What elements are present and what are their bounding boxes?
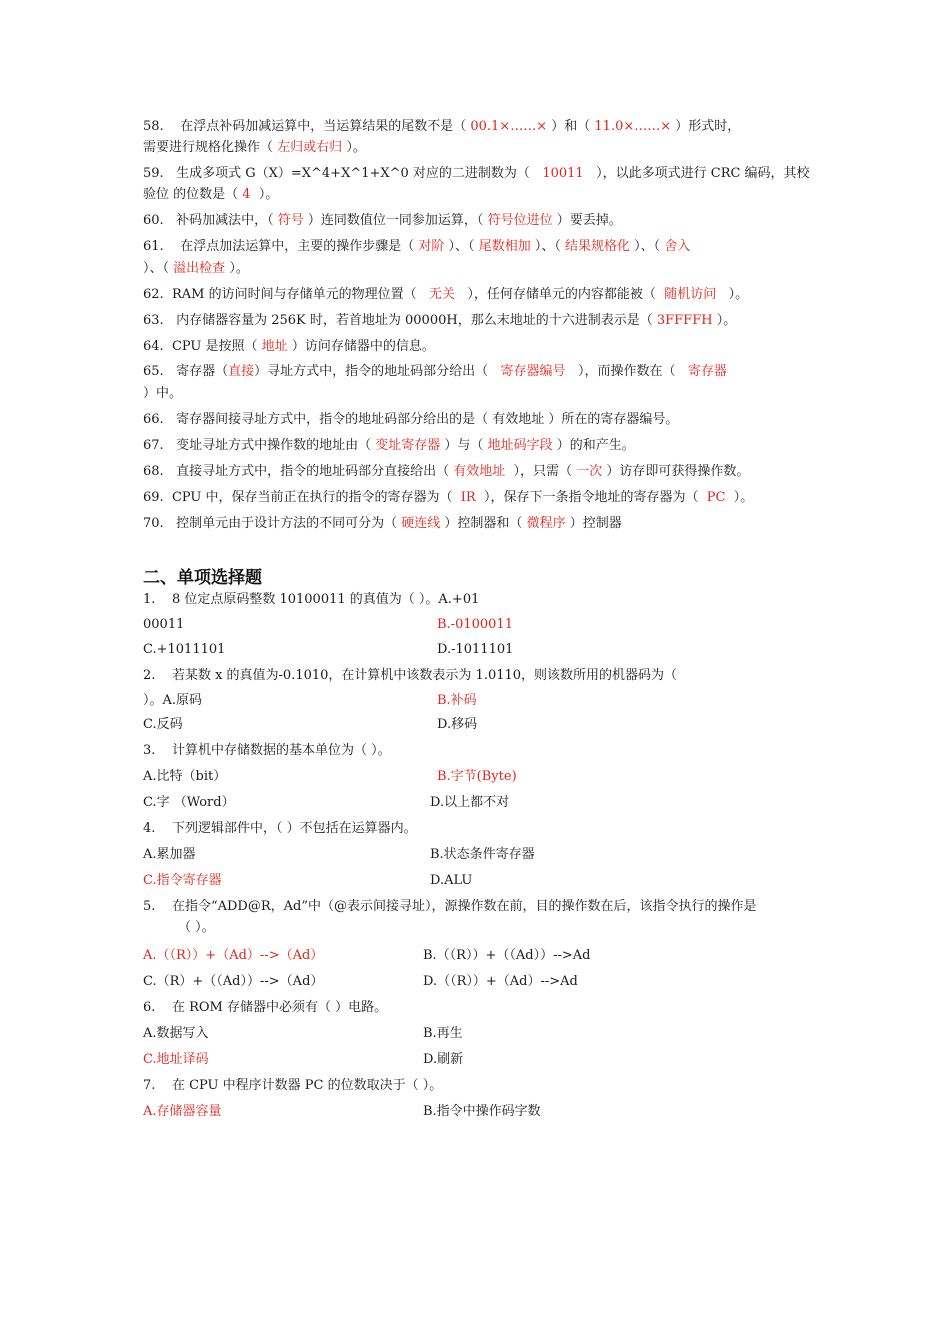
question-number: 60.: [143, 213, 164, 228]
answer: 符号: [277, 213, 304, 228]
question-text: 在 CPU 中程序计数器 PC 的位数取决于（ ）。: [171, 1078, 443, 1093]
question-text: ）控制器和（: [444, 516, 523, 531]
answer: 左归或右归: [277, 140, 343, 155]
question-60: [143, 213, 622, 229]
question-text: 补码加减法中，（: [176, 213, 274, 228]
answer: 符号位进位: [487, 213, 553, 228]
question-text: ），只需（: [513, 464, 573, 479]
question-text: 寄存器间接寻址方式中，指令的地址码部分给出的是（ 有效地址 ）所在的寄存器编号。: [176, 412, 679, 427]
question-65: [143, 364, 727, 380]
question-text: 在指令“ADD@R，Ad”中（@表示间接寻址），源操作数在前，目的操作数在后，该指令执行的操作是: [171, 899, 757, 914]
question-59-cont: [143, 187, 278, 203]
question-text: ）。: [346, 140, 366, 155]
option-d: D.-1011101: [437, 642, 514, 657]
answer: 舍入: [664, 239, 691, 254]
answer: 寄存器编号: [500, 364, 566, 379]
question-text: ）。: [716, 313, 737, 328]
question-number: 67.: [143, 438, 164, 453]
question-text: ）要丢掉。: [556, 213, 622, 228]
question-text: ）、（: [448, 239, 475, 254]
answer: 无关: [428, 287, 455, 302]
question-number: 6.: [143, 1000, 156, 1015]
question-text: 计算机中存储数据的基本单位为（ ）。: [171, 743, 391, 758]
answer: 00.1×……×: [470, 119, 548, 134]
question-number: 61.: [143, 239, 164, 254]
question-text: ）访问存储器中的信息。: [291, 339, 435, 354]
option-c: C.（R）+（（Ad））-->（Ad）: [143, 974, 324, 989]
question-text: ）和（: [551, 119, 591, 134]
section-heading: 二、单项选择题: [143, 568, 262, 588]
question-number: 70.: [143, 516, 164, 531]
option-b-correct: B.-0100011: [437, 617, 513, 632]
option-d: D.（（R））+（Ad）-->Ad: [423, 974, 578, 989]
mc-question-6: [143, 1000, 387, 1016]
question-text: CPU 中，保存当前正在执行的指令的寄存器为（: [171, 490, 453, 505]
answer: 有效地址: [453, 464, 506, 479]
question-text: ）、（: [534, 239, 561, 254]
question-text: 变址寻址方式中操作数的地址由（: [176, 438, 372, 453]
answer: 4: [242, 187, 251, 202]
option-a: 00011: [143, 617, 185, 632]
question-68: [143, 464, 749, 480]
option-d: D.以上都不对: [430, 795, 510, 810]
mc-question-7: [143, 1078, 442, 1094]
question-text: ）寻址方式中，指令的地址码部分给出（: [254, 364, 489, 379]
question-text: 直接寻址方式中，指令的地址码部分直接给出（: [176, 464, 450, 479]
question-text: ）访存即可获得操作数。: [606, 464, 750, 479]
question-text: ），以此多项式进行 CRC 编码，其校: [596, 166, 810, 181]
answer: 11.0×……×: [594, 119, 672, 134]
question-65-cont: [143, 386, 182, 402]
option-a: A.比特（bit）: [143, 769, 227, 784]
mc-question-1: [143, 592, 479, 608]
question-text: ）、（: [634, 239, 661, 254]
question-text: CPU 是按照（: [171, 339, 258, 354]
answer: 变址寄存器: [375, 438, 441, 453]
answer: 寄存器: [687, 364, 727, 379]
answer: 地址码字段: [487, 438, 553, 453]
option-c-correct: C.地址译码: [143, 1052, 209, 1067]
question-66: [143, 412, 678, 428]
option-c: C.+1011101: [143, 642, 226, 657]
question-text: ）、（: [143, 261, 170, 276]
answer: 微程序: [526, 516, 566, 531]
mc-question-3: [143, 743, 391, 759]
answer: 结果规格化: [565, 239, 631, 254]
question-number: 1.: [143, 592, 156, 607]
question-text: 在浮点加法运算中，主要的操作步骤是（: [180, 239, 415, 254]
question-text: 寄存器（: [176, 364, 229, 379]
question-text: ），保存下一条指令地址的寄存器为（: [483, 490, 699, 505]
question-text: 在 ROM 存储器中必须有（ ）电路。: [171, 1000, 388, 1015]
question-number: 69.: [143, 490, 164, 505]
question-number: 7.: [143, 1078, 156, 1093]
option-c-correct: C.指令寄存器: [143, 873, 222, 888]
answer: 直接: [228, 364, 255, 379]
option-c: C.字 （Word）: [143, 795, 235, 810]
question-text: ）。: [229, 261, 249, 276]
answer: 溢出检查: [173, 261, 226, 276]
answer: 尾数相加: [478, 239, 531, 254]
option-b: B.指令中操作码字数: [423, 1104, 541, 1119]
question-61-cont: [143, 261, 249, 277]
question-64: [143, 339, 435, 355]
question-number: 3.: [143, 743, 156, 758]
question-number: 5.: [143, 899, 156, 914]
question-text: ）连同数值位一同参加运算，（: [307, 213, 484, 228]
question-text: ）控制器: [569, 516, 622, 531]
option-b: B.（（R））+（（Ad））-->Ad: [423, 948, 591, 963]
question-67: [143, 438, 635, 454]
answer: PC: [706, 490, 726, 505]
question-text: 8 位定点原码整数 10100011 的真值为（ ）。A.+01: [171, 592, 480, 607]
option-b: B.状态条件寄存器: [430, 847, 535, 862]
option-d: D.ALU: [430, 873, 473, 888]
option-a: A.累加器: [143, 847, 196, 862]
question-62: [143, 287, 748, 303]
question-text: ）。: [258, 187, 279, 202]
question-69: [143, 490, 753, 506]
question-text: ），而操作数在（: [577, 364, 676, 379]
question-number: 68.: [143, 464, 164, 479]
question-59: [143, 166, 810, 182]
question-58: [143, 119, 740, 135]
question-text: RAM 的访问时间与存储单元的物理位置（: [171, 287, 417, 302]
answer: 一次: [576, 464, 603, 479]
option-a: ）。A.原码: [143, 693, 203, 708]
question-text: 在浮点补码加减运算中，当运算结果的尾数不是（: [180, 119, 467, 134]
question-text: ）中。: [143, 386, 183, 401]
question-text-cont: （ ）。: [178, 920, 215, 935]
question-text: ），任何存储单元的内容都能被（: [467, 287, 656, 302]
option-d: D.移码: [437, 717, 478, 732]
question-text: 控制单元由于设计方法的不同可分为（: [176, 516, 398, 531]
option-a-correct: A.（（R））+（Ad）-->（Ad）: [143, 948, 324, 963]
question-text: 验位 的位数是（: [143, 187, 239, 202]
question-text: ）的和产生。: [556, 438, 635, 453]
answer: 硬连线: [401, 516, 441, 531]
mc-question-4: [143, 821, 417, 837]
option-a: A.数据写入: [143, 1026, 209, 1041]
question-text: ）。: [728, 287, 749, 302]
option-b-correct: B.字节(Byte): [437, 769, 517, 784]
question-number: 4.: [143, 821, 156, 836]
question-text: 需要进行规格化操作（: [143, 140, 274, 155]
question-number: 62.: [143, 287, 164, 302]
question-number: 65.: [143, 364, 164, 379]
option-b-correct: B.补码: [437, 693, 477, 708]
question-text: ）与（: [444, 438, 484, 453]
question-text: ）形式时，: [675, 119, 741, 134]
question-63: [143, 313, 736, 329]
question-number: 63.: [143, 313, 164, 328]
question-text: 生成多项式 G（X）=X^4+X^1+X^0 对应的二进制数为（: [176, 166, 530, 181]
question-number: 59.: [143, 166, 164, 181]
question-58-cont: [143, 140, 366, 156]
question-number: 2.: [143, 668, 156, 683]
answer: 随机访问: [664, 287, 717, 302]
mc-question-2: [143, 668, 677, 684]
answer: 对阶: [418, 239, 445, 254]
mc-question-5: [143, 899, 756, 915]
question-text: 若某数 x 的真值为-0.1010，在计算机中该数表示为 1.0110，则该数所用的机器码为（: [171, 668, 678, 683]
answer: IR: [460, 490, 476, 505]
option-b: B.再生: [423, 1026, 463, 1041]
answer: 地址: [261, 339, 288, 354]
answer: 10011: [542, 166, 584, 181]
question-61: [143, 239, 690, 255]
question-70: [143, 516, 622, 532]
question-text: 下列逻辑部件中，（ ）不包括在运算器内。: [171, 821, 417, 836]
question-number: 66.: [143, 412, 164, 427]
question-number: 64.: [143, 339, 164, 354]
question-number: 58.: [143, 119, 164, 134]
answer: 3FFFFH: [656, 313, 713, 328]
option-a-correct: A.存储器容量: [143, 1104, 222, 1119]
question-text: 内存储器容量为 256K 时，若首地址为 00000H，那么末地址的十六进制表示是（: [176, 313, 653, 328]
option-d: D.刷新: [423, 1052, 464, 1067]
option-c: C.反码: [143, 717, 183, 732]
question-text: ）。: [733, 490, 754, 505]
